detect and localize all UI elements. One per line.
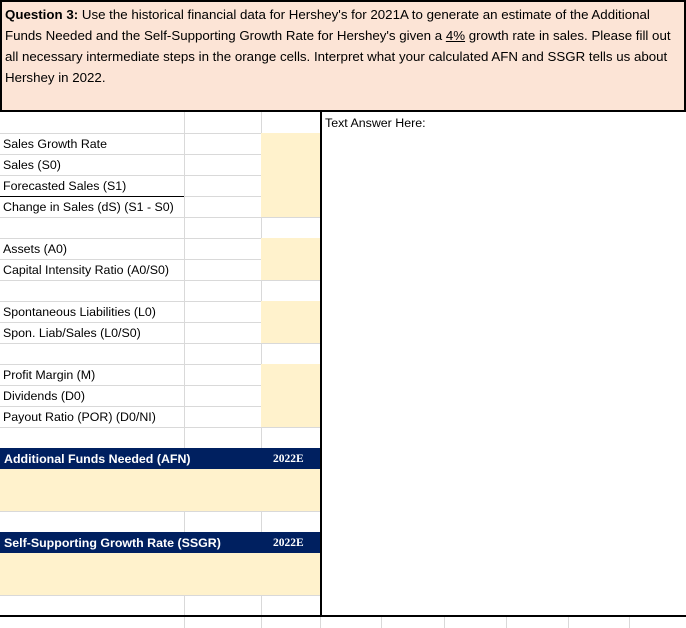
afn-section-header <box>0 448 320 469</box>
input-cells-liabilities[interactable] <box>261 301 320 343</box>
ssgr-year: 2022E <box>273 537 304 549</box>
input-cells-assets[interactable] <box>261 238 320 280</box>
row-label-change-in-sales: Change in Sales (dS) (S1 - S0) <box>3 200 174 214</box>
text-answer-box[interactable] <box>320 112 686 617</box>
row-label-spontaneous-liabilities: Spontaneous Liabilities (L0) <box>3 305 156 319</box>
row-label-sales-s0: Sales (S0) <box>3 158 61 172</box>
text-answer-label: Text Answer Here: <box>325 116 426 130</box>
row-label-profit-margin: Profit Margin (M) <box>3 368 96 382</box>
ssgr-title: Self-Supporting Growth Rate (SSGR) <box>4 536 221 550</box>
question-text: Use the historical financial data for Hershey's for 2021A to generate an estimate of the Additional Funds Needed and the Self-Supporting Growth Rate for Hershey's given a <box>5 7 650 43</box>
row-label-payout-ratio: Payout Ratio (POR) (D0/NI) <box>3 410 156 424</box>
row-label-dividends: Dividends (D0) <box>3 389 85 403</box>
question-header-cell[interactable] <box>0 0 686 112</box>
bottom-border <box>0 615 322 617</box>
row-label-sales-growth-rate: Sales Growth Rate <box>3 137 107 151</box>
question-label: Question 3: <box>5 7 79 22</box>
afn-title: Additional Funds Needed (AFN) <box>4 452 191 466</box>
row-label-forecasted-sales: Forecasted Sales (S1) <box>3 179 127 193</box>
row-label-spon-liab-sales: Spon. Liab/Sales (L0/S0) <box>3 326 141 340</box>
row-label-capital-intensity: Capital Intensity Ratio (A0/S0) <box>3 263 169 277</box>
afn-year: 2022E <box>273 453 304 465</box>
input-cells-profit[interactable] <box>261 364 320 427</box>
question-text-continued: growth rate in sales. Please fill out all necessary intermediate steps in the orange cells. Interpret what your calculated AFN and SSGR tells us about Hershey in 2022. <box>5 28 671 85</box>
afn-answer-cell[interactable] <box>0 469 320 511</box>
row-label-assets: Assets (A0) <box>3 242 68 256</box>
cell-border <box>0 196 184 197</box>
growth-rate: 4% <box>445 28 466 43</box>
input-cells-growth[interactable] <box>261 133 320 217</box>
ssgr-answer-cell[interactable] <box>0 553 320 595</box>
ssgr-section-header <box>0 532 320 553</box>
